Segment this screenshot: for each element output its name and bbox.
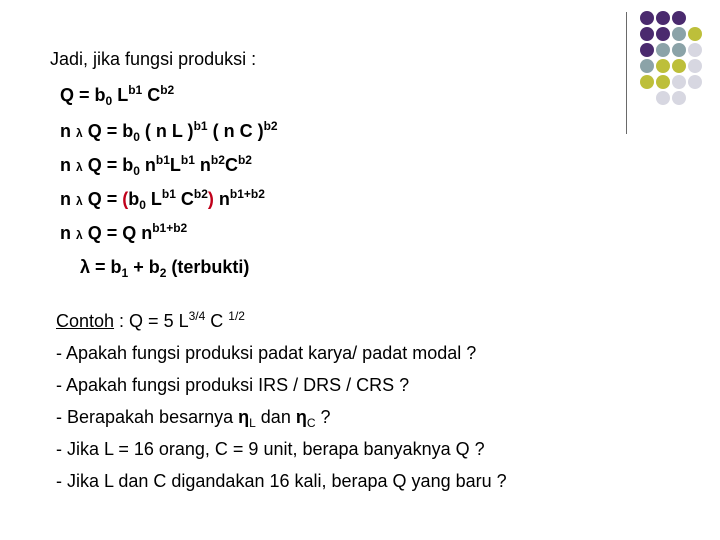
decorative-dot: [656, 59, 670, 73]
decorative-dot-grid: [640, 11, 720, 121]
decorative-dot: [656, 27, 670, 41]
intro-text: Jadi, jika fungsi produksi :: [50, 49, 257, 69]
decorative-dot: [656, 75, 670, 89]
decorative-dot: [640, 75, 654, 89]
question-1: - Apakah fungsi produksi padat karya/ padat modal ?: [56, 343, 477, 363]
question-4: - Jika L = 16 orang, C = 9 unit, berapa banyaknya Q ?: [56, 439, 485, 459]
decorative-dot: [672, 75, 686, 89]
example-heading: Contoh : Q = 5 $L^{3/4}$ C $^{1/2}$: [56, 309, 245, 331]
decorative-dot: [640, 43, 654, 57]
equation-production-function: $Q = b_0$ $L^{b1}$ $C^{b2}$: [60, 83, 175, 108]
decorative-dot: [672, 59, 686, 73]
equation-expanded: n λ $Q = b_0$ $n^{b1}L^{b1}$ $n^{b2}C^{b2}$: [60, 153, 252, 178]
equation-factored: n λ $Q = (b_0$ $L^{b1}$ $C^{b2}$) $n^{b1+b2}$: [60, 187, 265, 212]
decorative-dot: [656, 91, 670, 105]
decorative-dot: [656, 11, 670, 25]
decorative-dot: [672, 43, 686, 57]
decorative-dot: [688, 59, 702, 73]
decorative-dot: [640, 27, 654, 41]
equation-scaled-inputs: n λ $Q = b_0$ ( n L )$^{b1}$ ( n C )$^{b2}$: [60, 119, 278, 144]
question-3: - Berapakah besarnya $\eta_L$ dan $\eta_C$ ?: [56, 407, 331, 430]
equation-result: $\lambda = b_1 + b_2$ (terbukti): [80, 257, 250, 280]
decorative-dot: [672, 11, 686, 25]
decorative-dot: [688, 43, 702, 57]
decorative-dot: [656, 43, 670, 57]
decorative-divider: [626, 12, 627, 134]
decorative-dot: [688, 27, 702, 41]
question-5: - Jika L dan C digandakan 16 kali, berapa Q yang baru ?: [56, 471, 507, 491]
decorative-dot: [688, 75, 702, 89]
decorative-dot: [672, 27, 686, 41]
question-2: - Apakah fungsi produksi IRS / DRS / CRS ?: [56, 375, 410, 395]
decorative-dot: [640, 59, 654, 73]
decorative-dot: [672, 91, 686, 105]
decorative-dot: [640, 11, 654, 25]
equation-final: n λ Q = Q $n^{b1+b2}$: [60, 221, 188, 243]
